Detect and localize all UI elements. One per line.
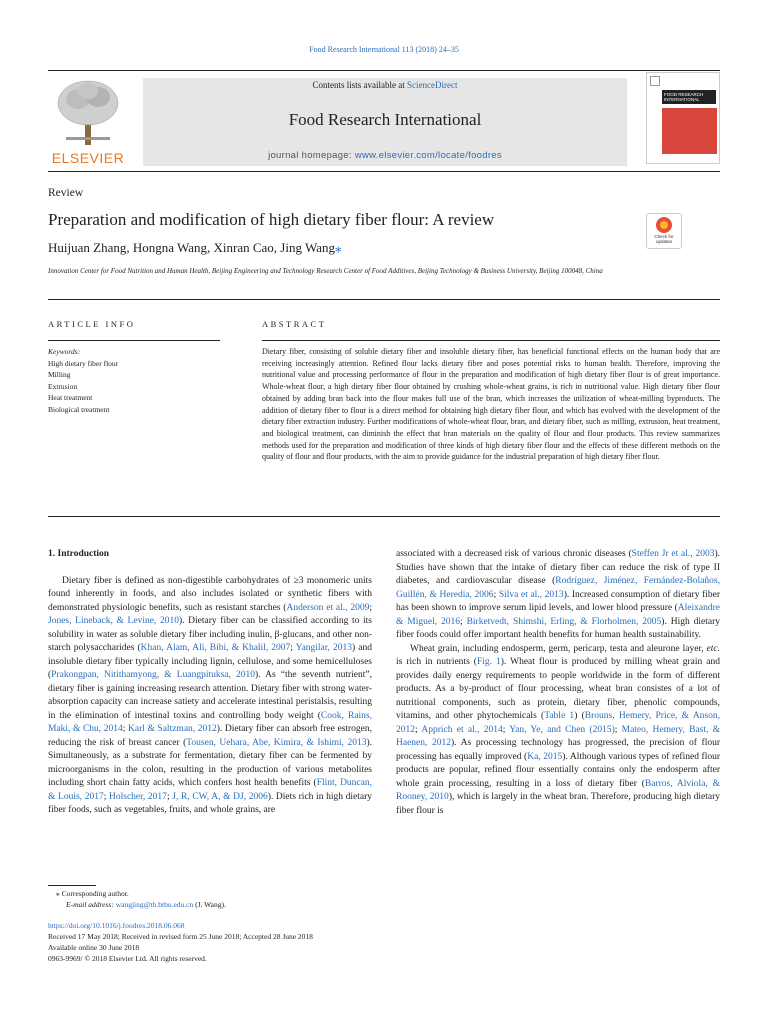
check-updates-icon [656, 217, 672, 233]
body-text: ) ( [574, 711, 585, 721]
body-text: ) and insoluble dietary fiber typically including lignin, cellulose, and some hemicelluloses ( [48, 643, 372, 680]
citation-link[interactable]: Anderson et al., 2009 [286, 602, 370, 613]
body-top-rule [48, 516, 720, 517]
article-type: Review [48, 187, 84, 199]
body-text: Dietary fiber is defined as non-digestible carbohydrates of ≥3 monomeric units found inherently in foods, and also includes isolated or synthetic fibers with demonstrated physiologic benefits, such as resistant starches ( [48, 575, 372, 613]
body-text: ). Diets rich in high dietary fiber foods, such as vegetables, fruits, and whole grains, are [48, 791, 373, 815]
intro-paragraph-continued [396, 548, 720, 643]
citation-link[interactable]: Jones, Lineback, & Levine, 2010 [48, 616, 179, 626]
body-text: etc. [706, 643, 720, 654]
email-label: E-mail address: [66, 900, 114, 909]
footnote-marker: ⁎ [56, 889, 60, 898]
corresponding-note [56, 888, 226, 899]
body-text: ), which is largely in the wheat bran. Therefore, producing high dietary fiber flour is [396, 792, 720, 816]
journal-title: Food Research International [288, 110, 482, 129]
keywords-heading: Keywords: [48, 347, 81, 356]
body-column-left [48, 548, 372, 818]
citation-link[interactable]: Mateo, Hemery, Bast, & Haenen, 2012 [396, 724, 721, 748]
keyword-item: Biological treatment [48, 404, 110, 414]
info-top-rule [48, 299, 720, 300]
cover-emblem-icon [650, 76, 660, 86]
abstract-heading: ABSTRACT [262, 319, 327, 329]
section-heading: 1. Introduction [48, 549, 110, 559]
citation-link[interactable]: Tousen, Uehara, Abe, Kimira, & Ishimi, 2013 [186, 737, 367, 748]
citation-link[interactable]: Silva et al., 2013 [498, 589, 564, 600]
doi-link[interactable]: https://doi.org/10.1016/j.foodres.2018.06.068 [48, 921, 185, 930]
citation-link[interactable]: Cook, Rains, Maki, & Chu, 2014 [48, 710, 373, 734]
email-link[interactable]: wangjing@th.btbu.edu.cn [115, 900, 194, 909]
citation-link[interactable]: Prakongpan, Nitithamyong, & Luangpituksa, 2010 [51, 670, 255, 680]
received-dates: Received 17 May 2018; Received in revised form 25 June 2018; Accepted 28 June 2018 [48, 932, 313, 941]
homepage-line [143, 150, 627, 161]
sciencedirect-link[interactable]: ScienceDirect [407, 80, 458, 90]
contents-line [143, 80, 627, 90]
intro-paragraph [396, 643, 720, 819]
corresponding-label: Corresponding author. [61, 889, 129, 898]
body-text: ). Dietary fiber can absorb free estrogen, reducing the risk of breast cancer ( [48, 724, 372, 748]
journal-cover-thumbnail[interactable] [646, 72, 720, 164]
header-bottom-rule [48, 171, 720, 172]
email-suffix: (J. Wang). [195, 900, 226, 909]
citation-link[interactable]: J, R, CW, A, & DJ, 2006 [172, 791, 268, 802]
abstract-rule [262, 340, 720, 341]
body-text: ; [502, 724, 510, 735]
body-text: ). High dietary fiber foods could offer important health benefits for human health sustainability. [396, 616, 720, 640]
footnote [56, 888, 226, 910]
citation-link[interactable]: Ka, 2015 [527, 751, 563, 762]
citation-link[interactable]: Birketvedt, Shimshi, Erling, & Florholmen, 2005 [466, 616, 662, 627]
body-text: associated with a decreased risk of various chronic diseases ( [396, 549, 632, 559]
authors-text: Huijuan Zhang, Hongna Wang, Xinran Cao, Jing Wang [48, 240, 335, 255]
body-text: ). Simultaneously, as a substrate for fermentation, dietary fiber can be fermented by microorganisms in the colon, resulting in the production of various metabolites including short chain fatty acids, which confers host health benefits ( [48, 737, 372, 788]
citation-link[interactable]: Apprich et al., 2014 [421, 724, 503, 735]
header-top-rule [48, 70, 720, 71]
body-text: ). Increased consumption of dietary fiber has been shown to improve serum lipid levels, and lower blood pressure ( [396, 589, 721, 613]
contents-prefix: Contents lists available at [312, 80, 405, 90]
available-online: Available online 30 June 2018 [48, 943, 140, 952]
body-text: ). Studies have shown that the intake of dietary fiber can reduce the risk of type II diabetes, and cardiovascular disease ( [396, 549, 720, 586]
keyword-item: Extrusion [48, 381, 78, 391]
body-text: ). Although various types of refined flour products are popular, refined flour essentially contains only the endosperm after whole grain processing, resulting in a loss of dietary fiber ( [396, 751, 721, 789]
body-text: ; [415, 724, 422, 735]
citation-link[interactable]: Karl & Saltzman, 2012 [128, 724, 217, 734]
intro-paragraph [48, 575, 372, 818]
body-text: ; [103, 791, 109, 802]
citation-link[interactable]: Rodríguez, Jiménez, Fernández-Bolaños, Guillén, & Heredia, 2006 [396, 576, 720, 600]
citation-link[interactable]: Fig. 1 [476, 657, 501, 667]
author-list [48, 240, 342, 256]
cover-red-block [662, 108, 717, 154]
body-text: ; [614, 724, 622, 735]
citation-link[interactable]: Aleixandre & Miguel, 2016 [396, 603, 720, 627]
corresponding-author-marker[interactable]: ⁎ [335, 240, 342, 255]
cover-title: FOOD RESEARCH INTERNATIONAL [662, 90, 716, 104]
keyword-item: High dietary fiber flour [48, 358, 119, 368]
citation-link[interactable]: Steffen Jr et al., 2003 [631, 549, 715, 559]
keywords-block [48, 346, 220, 415]
affiliation: Innovation Center for Food Nutrition and Human Health, Beijing Engineering and Technology Research Center of Food Additives, Beijing Technology & Business University, Beijing 100048, China [48, 267, 603, 275]
check-for-updates-button[interactable] [646, 213, 682, 249]
footnote-rule [48, 885, 96, 886]
journal-citation-link[interactable]: Food Research International 113 (2018) 24–35 [309, 45, 459, 54]
body-text: ; [493, 589, 499, 600]
citation-link[interactable]: Holscher, 2017 [109, 791, 167, 802]
citation-link[interactable]: Flint, Duncan, & Louis, 2017 [48, 778, 372, 802]
homepage-prefix: journal homepage: [268, 150, 352, 161]
body-text: ). Wheat flour is produced by milling wheat grain and provides daily energy requirements to people worldwide in the form of different products. As a by-product of flour processing, wheat bran consistes of a lot of nutritional components, such as protein, dietary fiber, phenolic compounds, vitamins, and other phytochemicals ( [396, 657, 720, 721]
article-info-rule [48, 340, 220, 341]
homepage-link[interactable]: www.elsevier.com/locate/foodres [354, 150, 502, 161]
body-text: ; [290, 643, 296, 653]
citation-link[interactable]: Table 1 [544, 711, 575, 721]
body-text: ). As processing technology has progressed, the precision of flour processing has equally improved ( [396, 738, 720, 762]
body-text: Wheat grain, including endosperm, germ, pericarp, testa and aleurone layer, [410, 643, 707, 654]
body-text: ; [460, 616, 467, 627]
body-text: is rich in nutrients ( [396, 657, 477, 667]
check-updates-label: Check for updates [654, 234, 674, 244]
article-title: Preparation and modification of high dietary fiber flour: A review [48, 210, 495, 229]
citation-link[interactable]: Brouns, Hemery, Price, & Anson, 2012 [396, 711, 720, 735]
body-text: ). As “the seventh nutrient”, dietary fiber is gaining increasing research attention. Dietary fiber with strong water-absorption capacity can increase satiety and accelerate intestinal peristalsis, resulting in the elimination of intestinal toxins and controlling body weight ( [48, 670, 372, 721]
body-text: ; [369, 602, 372, 613]
body-column-right [396, 548, 720, 818]
abstract-text: Dietary fiber, consisting of soluble dietary fiber and insoluble dietary fiber, has beneficial functional effects on the human body that are receiving increasingly attention. Refined flour lacks dietary fiber and poses potential risks to human health. Therefore, improving the nutritional value and processing performance of flour in the preparation and modification of high dietary fiber flour is of great importance. Whole-wheat flour, a high dietary fiber flour obtained by crushing whole-wheat grains, is rich in nutritional value. High dietary fiber flour obtained by adding bran back into the flour makes full use of the bran, which increases the utilization of wheat-milling byproducts. The addition of dietary fiber to flour is a direct method for obtaining high dietary fiber flour, and which has evolved with the development of the dietary fiber extraction industry. Further modifications of whole-wheat flour, bran, and dietary fiber, such as milling, extrusion, heat treatment, and biological treatment, can diminish the effect that bran materials on the quality of flour and flour products. This review summarizes methods used for the preparation and modification of three kinds of high dietary fiber flour and the effects of these different methods on the quality of flour and flour products, with the aim to provide guidance for the industrial preparation of high dietary fiber flour. [262, 347, 720, 462]
copyright: 0963-9969/ © 2018 Elsevier Ltd. All rights reserved. [48, 954, 207, 963]
keyword-item: Heat treatment [48, 393, 93, 402]
keyword-item: Milling [48, 370, 71, 379]
article-info-heading: ARTICLE INFO [48, 319, 136, 329]
body-text: ; [122, 724, 128, 734]
elsevier-wordmark: ELSEVIER [51, 150, 125, 166]
body-text: ; [166, 791, 173, 802]
body-text: ). Dietary fiber can be classified according to its solubility in water as soluble dietary fiber including inulin, β-glucans, and other non-starch polysaccharides ( [48, 616, 372, 653]
citation-link[interactable]: Barros, Alviola, & Rooney, 2010 [396, 778, 720, 802]
article-footer [48, 920, 313, 964]
citation-link[interactable]: Yangilar, 2013 [295, 643, 353, 653]
citation-link[interactable]: Yan, Ye, and Chen (2015) [509, 724, 615, 735]
citation-link[interactable]: Khan, Alam, Ali, Bibi, & Khalil, 2007 [140, 643, 291, 653]
email-line [56, 899, 226, 910]
